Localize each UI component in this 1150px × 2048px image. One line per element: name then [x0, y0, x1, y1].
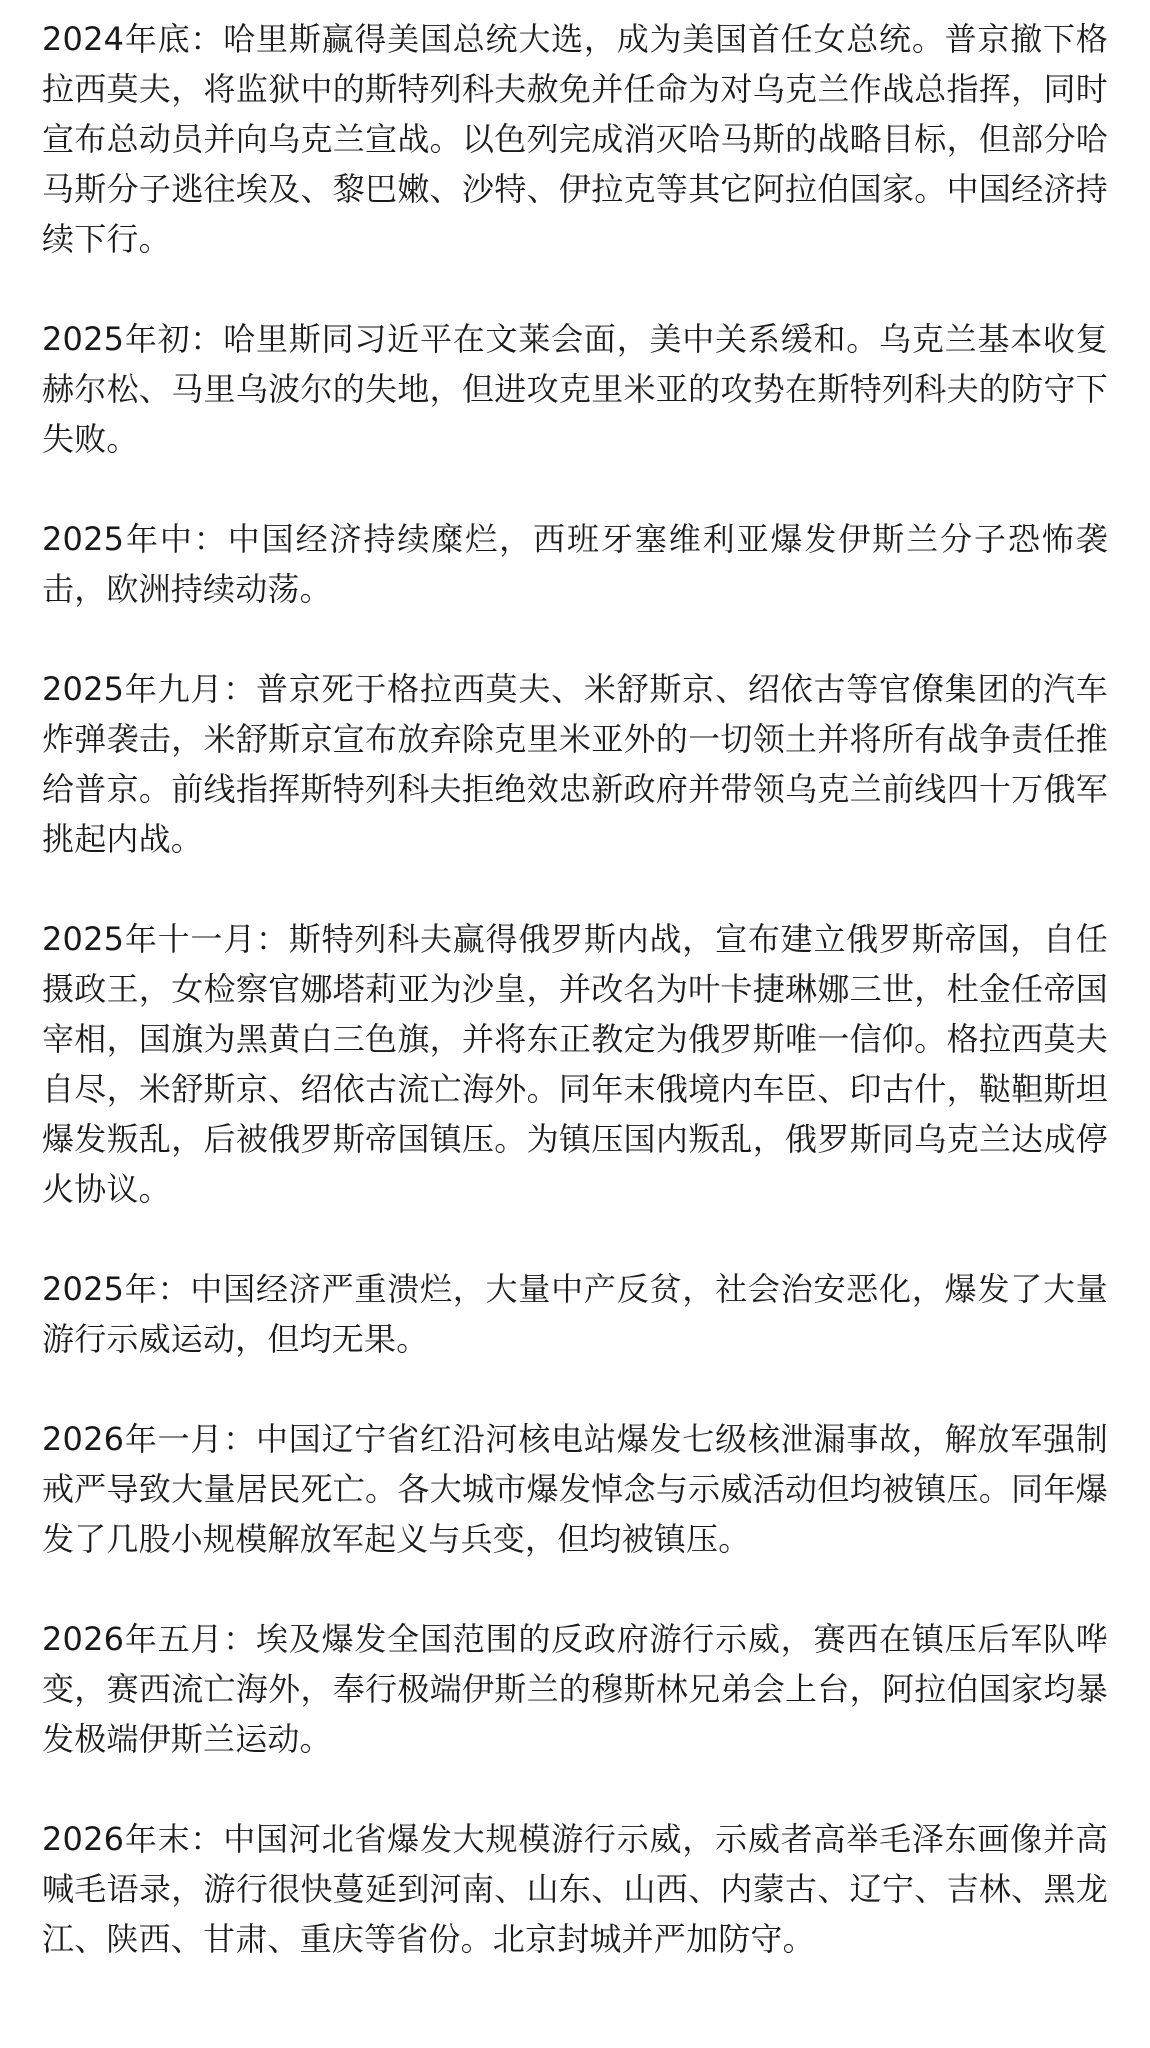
timeline-entry-2026-january	[42, 1414, 1108, 1564]
entry-text: 哈里斯赢得美国总统大选，成为美国首任女总统。普京撤下格拉西莫夫，将监狱中的斯特列科夫赦免并任命为对乌克兰作战总指挥，同时宣布总动员并向乌克兰宣战。以色列完成消灭哈马斯的战略目标，但部分哈马斯分子逃往埃及、黎巴嫩、沙特、伊拉克等其它阿拉伯国家。中国经济持续下行。	[42, 20, 1109, 258]
timeline-entry-2026-may	[42, 1614, 1108, 1764]
timeline-entry-2024-end	[42, 14, 1108, 264]
entry-date-label: 2024年底：	[42, 20, 224, 58]
timeline-entry-2025-november	[42, 914, 1108, 1214]
timeline-entry-2025-september	[42, 664, 1108, 864]
entry-date-label: 2025年九月：	[42, 670, 256, 708]
entry-text: 普京死于格拉西莫夫、米舒斯京、绍依古等官僚集团的汽车炸弹袭击，米舒斯京宣布放弃除克里米亚外的一切领土并将所有战争责任推给普京。前线指挥斯特列科夫拒绝效忠新政府并带领乌克兰前线四十万俄军挑起内战。	[42, 670, 1108, 858]
entry-date-label: 2025年中：	[42, 520, 228, 558]
timeline-entry-2025	[42, 1264, 1108, 1364]
entry-text: 中国辽宁省红沿河核电站爆发七级核泄漏事故，解放军强制戒严导致大量居民死亡。各大城市爆发悼念与示威活动但均被镇压。同年爆发了几股小规模解放军起义与兵变，但均被镇压。	[42, 1420, 1108, 1558]
entry-date-label: 2025年：	[42, 1270, 191, 1308]
entry-date-label: 2026年五月：	[42, 1620, 256, 1658]
entry-date-label: 2026年一月：	[42, 1420, 256, 1458]
entry-date-label: 2026年末：	[42, 1820, 224, 1858]
timeline-entry-2026-end	[42, 1814, 1108, 1964]
entry-date-label: 2025年十一月：	[42, 920, 289, 958]
entry-date-label: 2025年初：	[42, 320, 224, 358]
entry-text: 哈里斯同习近平在文莱会面，美中关系缓和。乌克兰基本收复赫尔松、马里乌波尔的失地，但进攻克里米亚的攻势在斯特列科夫的防守下失败。	[42, 320, 1109, 458]
entry-text: 中国经济持续糜烂，西班牙塞维利亚爆发伊斯兰分子恐怖袭击，欧洲持续动荡。	[42, 520, 1108, 608]
timeline-entry-2025-mid	[42, 514, 1108, 614]
entry-text: 埃及爆发全国范围的反政府游行示威，赛西在镇压后军队哗变，赛西流亡海外，奉行极端伊斯兰的穆斯林兄弟会上台，阿拉伯国家均暴发极端伊斯兰运动。	[42, 1620, 1108, 1758]
timeline-entry-2025-early	[42, 314, 1108, 464]
entry-text: 斯特列科夫赢得俄罗斯内战，宣布建立俄罗斯帝国，自任摄政王，女检察官娜塔莉亚为沙皇，并改名为叶卡捷琳娜三世，杜金任帝国宰相，国旗为黑黄白三色旗，并将东正教定为俄罗斯唯一信仰。格拉西莫夫自尽，米舒斯京、绍依古流亡海外。同年末俄境内车臣、印古什，鞑靼斯坦爆发叛乱，后被俄罗斯帝国镇压。为镇压国内叛乱，俄罗斯同乌克兰达成停火协议。	[42, 920, 1108, 1208]
entry-text: 中国河北省爆发大规模游行示威，示威者高举毛泽东画像并高喊毛语录，游行很快蔓延到河南、山东、山西、内蒙古、辽宁、吉林、黑龙江、陕西、甘肃、重庆等省份。北京封城并严加防守。	[42, 1820, 1109, 1958]
entry-text: 中国经济严重溃烂，大量中产反贫，社会治安恶化，爆发了大量游行示威运动，但均无果。	[42, 1270, 1108, 1358]
